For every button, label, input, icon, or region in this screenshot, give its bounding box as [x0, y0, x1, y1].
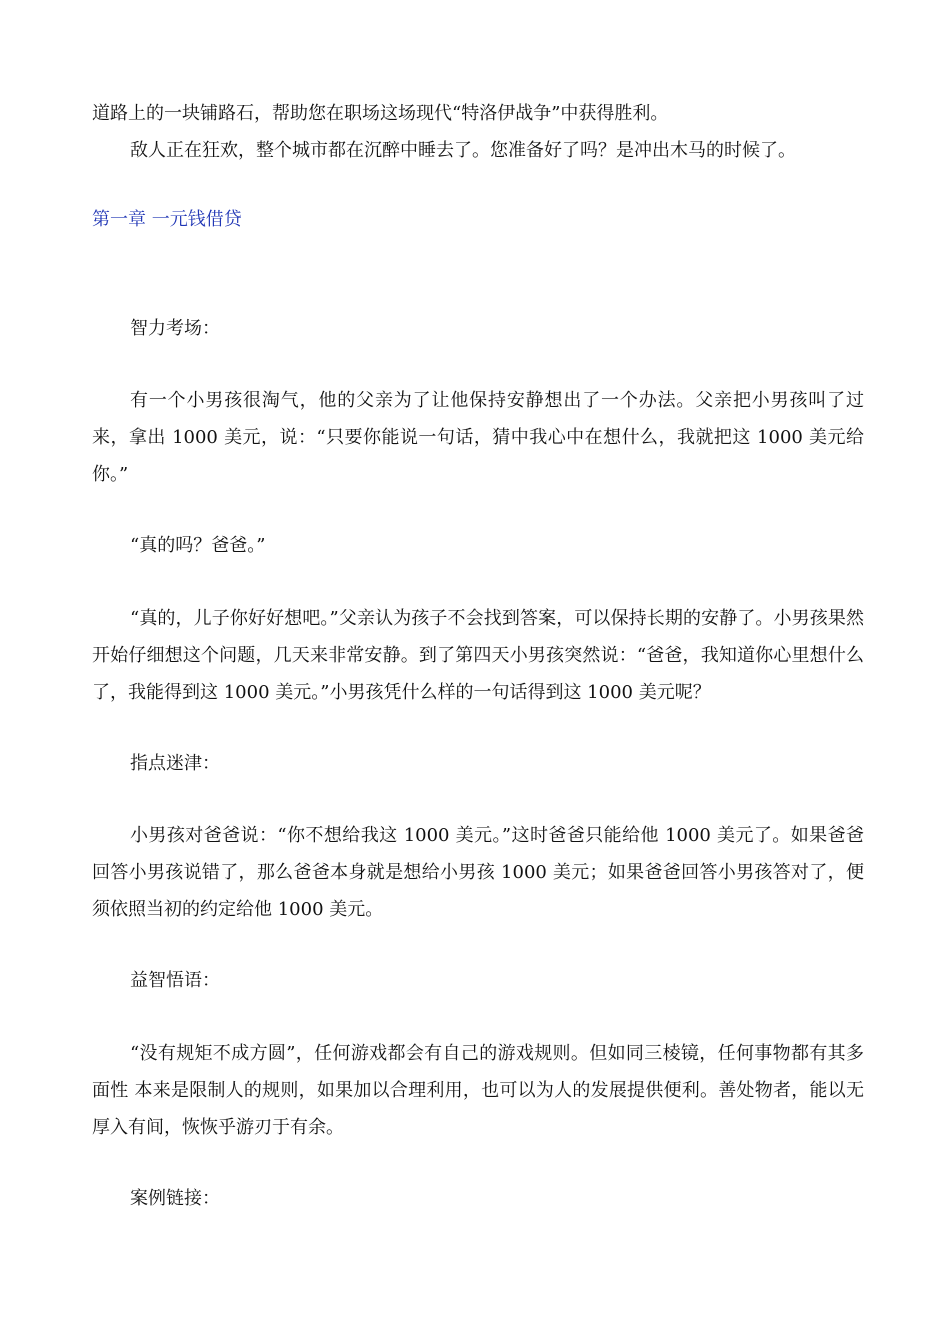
- quiz-story-paragraph: 有一个小男孩很淘气，他的父亲为了让他保持安静想出了一个办法。父亲把小男孩叫了过来，拿出 1000 美元，说：“只要你能说一句话，猜中我心中在想什么，我就把这 1000 美元给你。”: [92, 390, 864, 485]
- section-label-quiz: 智力考场：: [130, 318, 220, 339]
- intro-paragraph: 敌人正在狂欢，整个城市都在沉醉中睡去了。您准备好了吗？是冲出木马的时候了。: [130, 140, 796, 161]
- chapter-heading: 第一章 一元钱借贷: [92, 209, 242, 230]
- intro-continuation: 道路上的一块铺路石，帮助您在职场这场现代“特洛伊战争”中获得胜利。: [92, 103, 669, 124]
- section-label-insight: 益智悟语：: [130, 970, 220, 991]
- insight-paragraph: “没有规矩不成方圆”，任何游戏都会有自己的游戏规则。但如同三棱镜，任何事物都有其多面性 本来是限制人的规则，如果加以合理利用，也可以为人的发展提供便利。善处物者，能以无厚入有间，恢恢乎游刃于有余。: [92, 1043, 864, 1138]
- father-quote-paragraph: “真的，儿子你好好想吧。”父亲认为孩子不会找到答案，可以保持长期的安静了。小男孩果然开始仔细想这个问题，几天来非常安静。到了第四天小男孩突然说：“爸爸，我知道你心里想什么了，我能得到这 1000 美元。”小男孩凭什么样的一句话得到这 1000 美元呢？: [92, 608, 864, 703]
- section-label-case: 案例链接：: [130, 1188, 220, 1209]
- section-label-hint: 指点迷津：: [130, 753, 220, 774]
- hint-paragraph: 小男孩对爸爸说：“你不想给我这 1000 美元。”这时爸爸只能给他 1000 美元了。如果爸爸回答小男孩说错了，那么爸爸本身就是想给小男孩 1000 美元；如果爸爸回答小男孩答对了，便须依照当初的约定给他 1000 美元。: [92, 825, 864, 920]
- son-quote-paragraph: “真的吗？爸爸。”: [130, 535, 266, 556]
